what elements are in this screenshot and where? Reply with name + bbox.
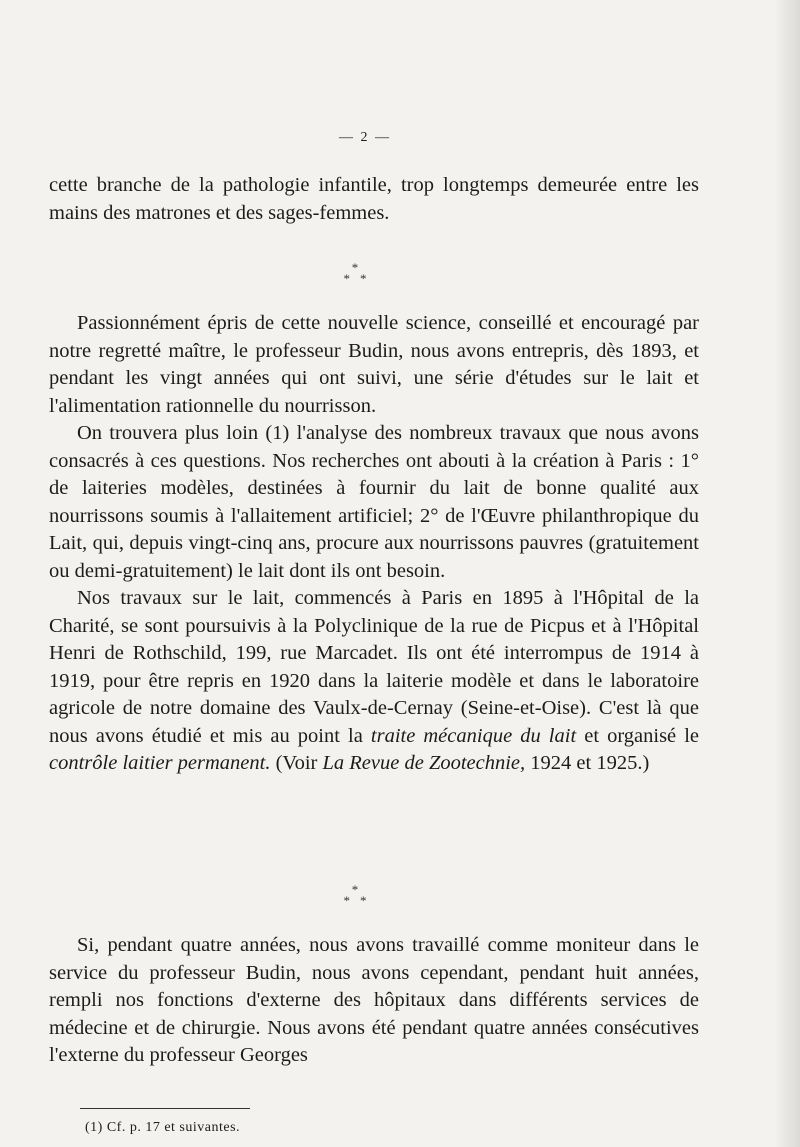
paragraph-continuation: cette branche de la pathologie infantile, trop longtemps demeurée entre les mains des matrones et des sages-femmes. <box>49 174 699 224</box>
paragraph-lait <box>49 585 699 778</box>
paragraph-travaux: On trouvera plus loin (1) l'analyse des nombreux travaux que nous avons consacrés à ces questions. Nos recherches ont abouti à la création à Paris : 1° de laiteries modèles, destinées à fournir du lait de bonne qualité aux nourrissons soumis à l'allaitement artificiel; 2° de l'Œuvre philanthropique du Lait, qui, depuis vingt-cinq ans, procure aux nourrissons pauvres (gratuitement ou demi-gratuitement) le lait dont ils ont besoin. <box>49 422 699 582</box>
separator-star-top: * <box>351 882 359 897</box>
paragraph-externat: Si, pendant quatre années, nous avons travaillé comme moniteur dans le service du professeur Budin, nous avons cependant, pendant huit années, rempli nos fonctions d'externe des hôpitaux dans différents services de médecine et de chirurgie. Nous avons été pendant quatre années consécutives l'externe du professeur Georges <box>49 934 699 1066</box>
text-block-intro <box>49 172 699 227</box>
section-separator-2 <box>330 884 380 906</box>
footnote-divider <box>80 1108 250 1109</box>
paragraph-budin: Passionnément épris de cette nouvelle science, conseillé et encouragé par notre regretté maître, le professeur Budin, nous avons entrepris, dès 1893, et pendant les vingt années qui ont suivi, une série d'études sur le lait et l'alimentation rationnelle du nourrisson. <box>49 312 699 417</box>
paragraph-lait-text-3: (Voir <box>275 752 318 774</box>
paragraph-lait-text-4: 1924 et 1925.) <box>530 752 650 774</box>
paragraph-lait-text-2: et organisé le <box>584 724 700 747</box>
paragraph-lait-italic-2: contrôle laitier permanent. <box>49 752 271 774</box>
separator-stars-bottom <box>330 895 380 906</box>
text-block-main <box>49 310 699 778</box>
separator-star: * <box>343 893 360 908</box>
separator-star: * <box>360 271 377 286</box>
paragraph-lait-italic-1: traite mécanique du lait <box>370 724 577 747</box>
footnote: (1) Cf. p. 17 et suivantes. <box>85 1120 241 1135</box>
section-separator-1 <box>330 262 380 284</box>
separator-star-top: * <box>351 260 359 275</box>
separator-star: * <box>360 893 377 908</box>
paragraph-lait-text-1: Nos travaux sur le lait, commencés à Paris en 1895 à l'Hôpital de la Charité, se sont poursuivis à la Polyclinique de la rue de Picpus et à l'Hôpital Henri de Rothschild, 199, rue Marcadet. Ils ont été interrompus de 1914 à 1919, pour être repris en 1920 dans la laiterie modèle et dans le laboratoire agricole de notre domaine des Vaulx-de-Cernay (Seine-et-Oise). C'est là que nous avons étudié et mis au point la <box>49 587 699 747</box>
paragraph-lait-italic-3: La Revue de Zootechnie, <box>322 752 526 774</box>
page-number: — 2 — <box>339 130 391 145</box>
page-edge-shadow <box>774 0 800 1147</box>
separator-star: * <box>343 271 360 286</box>
text-block-externat <box>49 932 699 1070</box>
separator-stars-bottom <box>330 273 380 284</box>
